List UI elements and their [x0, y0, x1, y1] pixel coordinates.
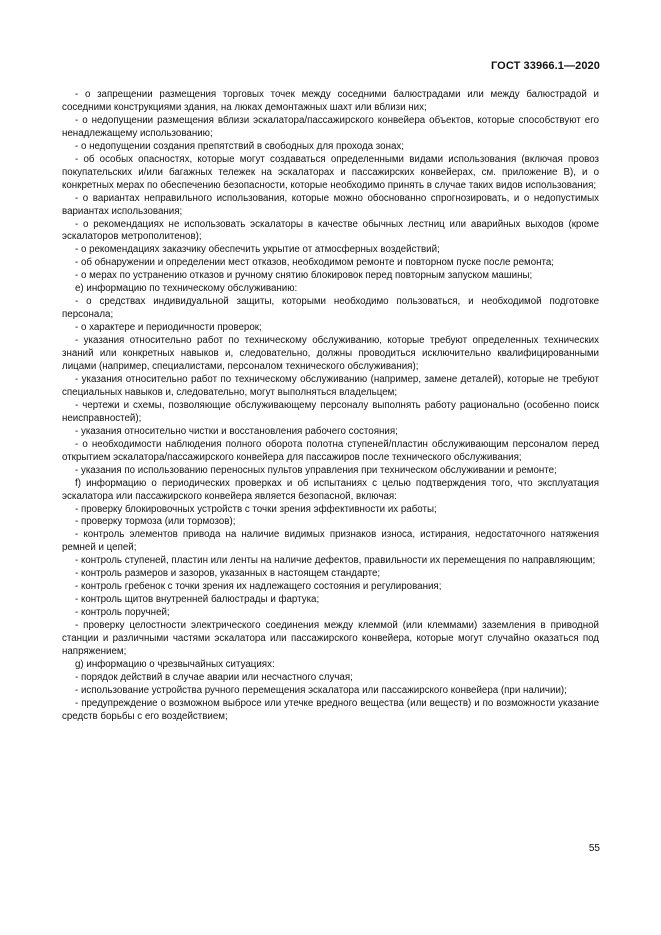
- paragraph: - контроль элементов привода на наличие видимых признаков износа, истирания, недостаточного натяжения ремней и цепей;: [62, 529, 599, 554]
- paragraph: - предупреждение о возможном выбросе или утечке вредного вещества (или веществ) и по возможности указание средств борьбы с его воздействием;: [62, 697, 599, 722]
- document-body: [62, 89, 599, 724]
- paragraph: - об особых опасностях, которые могут создаваться определенными видами использования (включая провоз покупательских и/или багажных тележек на эскалаторах и пассажирских конвейерах, см. приложение В), и о конкретных мерах по обеспечению безопасности, которые необходимо принять в случае таких видов использования;: [62, 153, 599, 191]
- paragraph: - контроль поручней;: [75, 607, 170, 619]
- paragraph: - о запрещении размещения торговых точек между соседними балюстрадами или между балюстрадой и соседними конструкциями здания, на люках демонтажных шахт или вблизи них;: [62, 89, 599, 113]
- paragraph: - указания относительно чистки и восстановления рабочего состояния;: [75, 425, 398, 437]
- paragraph: g) информацию о чрезвычайных ситуациях:: [75, 658, 275, 670]
- paragraph: е) информацию по техническому обслуживанию:: [75, 283, 298, 295]
- paragraph: - указания относительно работ по техническому обслуживанию, которые требуют определенных технических знаний или конкретных навыков и, следовательно, должны проводиться исключительно квалифицированными лицами (например, специалистами, персоналом технического обслуживания);: [62, 335, 599, 373]
- paragraph: - о рекомендациях не использовать эскалаторы в качестве обычных лестниц или аварийных выходов (кроме эскалаторов метрополитенов);: [62, 218, 599, 243]
- paragraph: - указания относительно работ по техническому обслуживанию (например, замене деталей), которые не требуют специальных навыков и, следовательно, могут выполняться владельцем;: [62, 373, 599, 398]
- paragraph: - проверку целостности электрического соединения между клеммой (или клеммами) заземления в приводной станции и различными частями эскалатора или пассажирского конвейера, которые могут случайно оказаться под напряжением;: [62, 620, 599, 657]
- paragraph: - контроль размеров и зазоров, указанных в настоящем стандарте;: [75, 568, 381, 580]
- paragraph: - контроль ступеней, пластин или ленты на наличие дефектов, правильности их перемещения по направляющим;: [75, 555, 596, 567]
- page-number: 55: [588, 843, 600, 854]
- paragraph: - о необходимости наблюдения полного оборота полотна ступеней/пластин обслуживающим персоналом перед открытием эскалатора/пассажирского конвейера для пассажиров после технического обслуживания;: [62, 438, 599, 463]
- paragraph: - о недопущении размещения вблизи эскалатора/пассажирского конвейера объектов, которые способствуют его ненадлежащему использованию;: [62, 114, 599, 139]
- paragraph: - проверку блокировочных устройств с точки зрения эффективности их работы;: [75, 503, 437, 515]
- document-header-title: ГОСТ 33966.1—2020: [490, 60, 600, 72]
- paragraph: - о средствах индивидуальной защиты, которыми необходимо пользоваться, и необходимой подготовке персонала;: [62, 296, 599, 321]
- paragraph: - об обнаружении и определении мест отказов, необходимом ремонте и повторном пуске после ремонта;: [75, 257, 554, 269]
- paragraph: - проверку тормоза (или тормозов);: [75, 516, 236, 528]
- paragraph: - использование устройства ручного перемещения эскалатора или пассажирского конвейера (при наличии);: [75, 684, 567, 696]
- paragraph: - порядок действий в случае аварии или несчастного случая;: [75, 671, 353, 683]
- paragraph: - о характере и периодичности проверок;: [75, 322, 262, 334]
- paragraph: - контроль щитов внутренней балюстрады и фартука;: [75, 594, 320, 606]
- paragraph: - контроль гребенок с точки зрения их надлежащего состояния и регулирования;: [75, 581, 442, 593]
- paragraph: - чертежи и схемы, позволяющие обслуживающему персоналу выполнять работу рационально (особенно поиск неисправностей);: [62, 399, 599, 424]
- paragraph: - о мерах по устранению отказов и ручному снятию блокировок перед повторным запуском машины;: [75, 270, 533, 282]
- paragraph: - о недопущении создания препятствий в свободных для прохода зонах;: [75, 140, 404, 152]
- paragraph: - о вариантах неправильного использования, которые можно обоснованно спрогнозировать, и о недопустимых вариантах использования;: [62, 192, 599, 217]
- paragraph: - указания по использованию переносных пультов управления при техническом обслуживании и ремонте;: [75, 464, 557, 476]
- paragraph: - о рекомендациях заказчику обеспечить укрытие от атмосферных воздействий;: [75, 244, 440, 256]
- paragraph: f) информацию о периодических проверках и об испытаниях с целью подтверждения того, что эксплуатация эскалатора или пассажирского конвейера является безопасной, включая:: [62, 477, 599, 502]
